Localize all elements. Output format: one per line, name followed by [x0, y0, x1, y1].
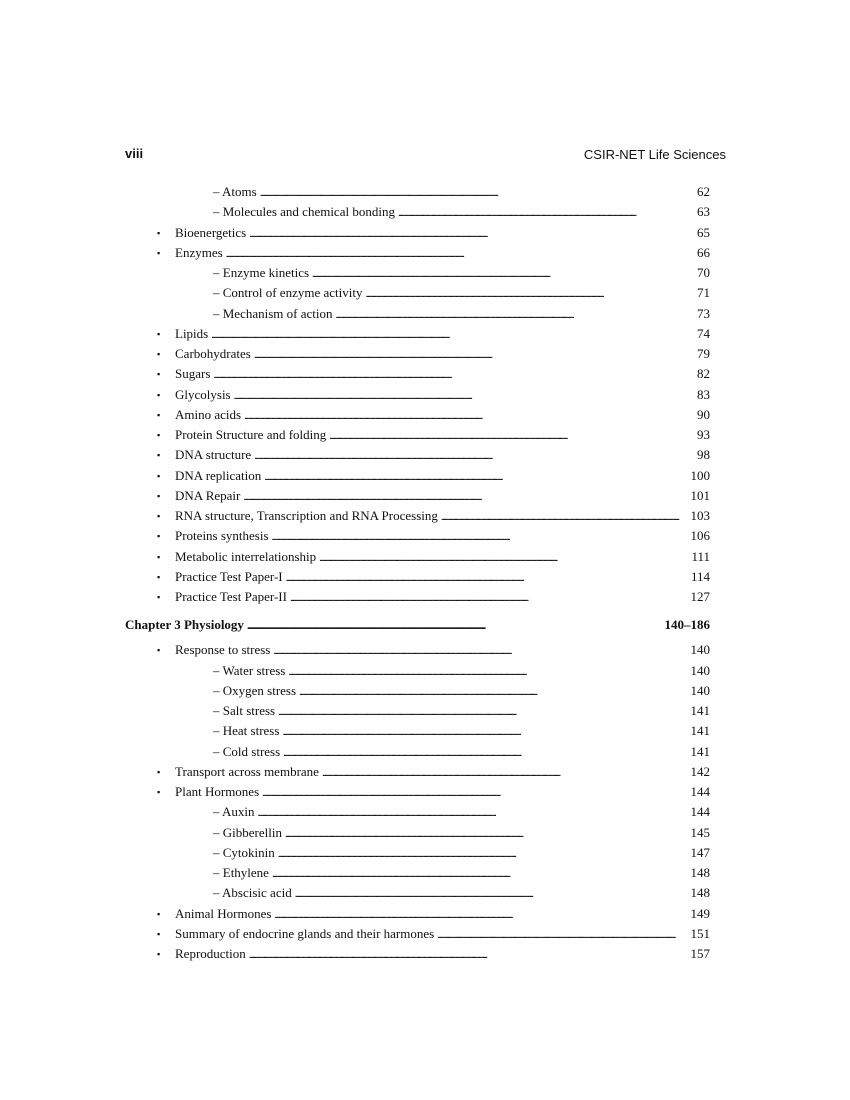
- toc-entry: [175, 904, 710, 924]
- dot-leader: [282, 721, 687, 741]
- toc-page-number: 142: [690, 763, 710, 779]
- dot-leader: [272, 863, 688, 883]
- toc-entry-title: – Enzyme kinetics: [213, 265, 310, 280]
- dot-leader: [286, 567, 688, 587]
- bullet-icon: ▪: [157, 490, 161, 501]
- toc-page-number: 149: [690, 905, 710, 921]
- toc-entry: [213, 283, 710, 303]
- running-title: CSIR-NET Life Sciences: [583, 147, 726, 162]
- bullet-icon: ▪: [157, 470, 161, 481]
- toc-entry: [175, 385, 710, 405]
- dot-leader: [329, 425, 694, 445]
- toc-entry-title: Bioenergetics: [175, 224, 247, 240]
- toc-page-number: 127: [690, 589, 710, 604]
- toc-entry: [213, 182, 710, 202]
- toc-entry: [213, 823, 710, 843]
- dot-leader: [322, 762, 688, 782]
- toc-entry: [175, 425, 710, 445]
- dot-leader: [312, 263, 694, 283]
- page-number: viii: [125, 146, 144, 161]
- dot-leader: [437, 924, 687, 944]
- dot-leader: [278, 843, 688, 863]
- dot-leader: [249, 944, 688, 964]
- dot-leader: [365, 283, 694, 303]
- dot-leader: [244, 405, 694, 425]
- toc-entry-title: DNA replication: [175, 467, 262, 483]
- toc-page-number: 62: [697, 184, 710, 199]
- dot-leader: [213, 364, 694, 384]
- bullet-icon: ▪: [157, 430, 161, 440]
- toc-page-number: 73: [697, 305, 710, 321]
- bullet-icon: ▪: [157, 389, 161, 400]
- bullet-icon: ▪: [157, 908, 161, 919]
- toc-entry-title: – Heat stress: [213, 723, 280, 739]
- toc-entry-title: Reproduction: [175, 946, 246, 961]
- dot-leader: [295, 883, 688, 903]
- toc-page-number: 140–186: [664, 617, 710, 633]
- toc-page-number: 148: [690, 885, 710, 901]
- dot-leader: [288, 661, 687, 681]
- toc-page-number: 141: [690, 723, 710, 739]
- toc-entry-title: – Mechanism of action: [213, 305, 333, 321]
- toc-entry-title: Proteins synthesis: [175, 528, 269, 544]
- toc-entry: [213, 742, 710, 762]
- dot-leader: [290, 587, 688, 607]
- dot-leader: [278, 701, 687, 721]
- toc-entry-title: Chapter 3 Physiology: [125, 617, 244, 633]
- toc-entry: [175, 486, 710, 506]
- toc-entry-title: Glycolysis: [175, 386, 231, 402]
- toc-entry: [213, 883, 710, 903]
- dot-leader: [273, 640, 687, 660]
- toc-entry: [213, 843, 710, 863]
- toc-entry-title: Summary of endocrine glands and their harmones: [175, 925, 435, 941]
- toc-entry: [175, 924, 710, 944]
- toc-entry: [213, 802, 710, 822]
- toc-entry-title: Response to stress: [175, 642, 271, 658]
- toc-page-number: 70: [697, 265, 710, 280]
- dot-leader: [226, 243, 694, 263]
- toc-page-number: 141: [690, 743, 710, 759]
- toc-page-number: 79: [697, 346, 710, 361]
- toc-entry-title: – Salt stress: [213, 703, 276, 718]
- toc-entry: [213, 661, 710, 681]
- toc-entry-title: Enzymes: [175, 244, 223, 260]
- toc-entry-title: Lipids: [175, 325, 209, 341]
- toc-page-number: 63: [697, 204, 710, 220]
- bullet-icon: ▪: [157, 349, 161, 359]
- toc-page-number: 106: [690, 528, 710, 544]
- toc-entry: [213, 701, 710, 721]
- bullet-icon: ▪: [157, 328, 161, 339]
- dot-leader: [336, 304, 695, 324]
- toc-entry: [175, 445, 710, 465]
- toc-page-number: 82: [697, 366, 710, 382]
- toc-entry-title: Protein Structure and folding: [175, 427, 327, 442]
- dot-leader: [264, 466, 687, 486]
- toc-page-number: 66: [697, 244, 710, 260]
- dot-leader: [258, 802, 688, 822]
- toc-page-number: 157: [690, 946, 710, 961]
- bullet-icon: ▪: [157, 511, 161, 521]
- toc-entry-title: – Atoms: [213, 184, 257, 199]
- toc-page-number: 90: [697, 406, 710, 422]
- toc-entry-title: RNA structure, Transcription and RNA Processing: [175, 508, 438, 523]
- dot-leader: [299, 681, 687, 701]
- toc-page-number: 101: [690, 487, 710, 503]
- toc-page-number: 144: [690, 784, 710, 799]
- dot-leader: [272, 526, 688, 546]
- bullet-icon: ▪: [157, 369, 161, 380]
- toc-page-number: 111: [691, 548, 710, 564]
- toc-entry-title: – Gibberellin: [213, 824, 282, 840]
- bullet-icon: ▪: [157, 928, 161, 939]
- toc-page-number: 145: [690, 824, 710, 840]
- toc-entry-title: Plant Hormones: [175, 784, 260, 799]
- toc-page-number: 151: [690, 925, 710, 941]
- toc-entry-title: Amino acids: [175, 406, 242, 422]
- toc-page-number: 93: [697, 427, 710, 442]
- bullet-icon: ▪: [157, 645, 161, 656]
- bullet-icon: ▪: [157, 592, 161, 602]
- toc-page-number: 71: [697, 285, 710, 301]
- toc-entry: [175, 243, 710, 263]
- toc-entry: [213, 263, 710, 283]
- bullet-icon: ▪: [157, 551, 161, 562]
- dot-leader: [211, 324, 694, 344]
- toc-page-number: 141: [690, 703, 710, 718]
- toc-entry-title: – Ethylene: [213, 865, 269, 880]
- toc-entry: [175, 944, 710, 964]
- toc-entry: [175, 547, 710, 567]
- toc-page-number: 65: [697, 224, 710, 240]
- toc-entry-title: Carbohydrates: [175, 346, 251, 361]
- dot-leader: [260, 182, 694, 202]
- dot-leader: [254, 445, 694, 465]
- toc-entry-title: DNA structure: [175, 447, 252, 463]
- toc-entry: [175, 324, 710, 344]
- dot-leader: [234, 385, 694, 405]
- toc-entry: [175, 567, 710, 587]
- bullet-icon: ▪: [157, 409, 161, 420]
- toc-entry-title: DNA Repair: [175, 487, 241, 503]
- toc-entry: [175, 782, 710, 802]
- toc-page-number: 140: [690, 662, 710, 678]
- toc-page-number: 140: [690, 682, 710, 698]
- toc-entry: [213, 863, 710, 883]
- toc-page-number: 98: [697, 447, 710, 463]
- toc-page-number: 147: [690, 844, 710, 860]
- toc-page-number: 114: [690, 568, 710, 584]
- dot-leader: [247, 615, 662, 635]
- toc-entry: [175, 640, 710, 660]
- bullet-icon: ▪: [157, 531, 161, 542]
- toc-entry-title: Practice Test Paper-II: [175, 589, 287, 604]
- toc-entry: [175, 405, 710, 425]
- toc-entry-title: – Control of enzyme activity: [213, 285, 363, 301]
- toc-entry: [175, 344, 710, 364]
- toc-entry: [175, 587, 710, 607]
- toc-entry-title: – Water stress: [213, 662, 286, 678]
- toc-entry-title: – Molecules and chemical bonding: [213, 204, 395, 220]
- toc-chapter-heading: [125, 615, 710, 635]
- toc-page-number: 140: [690, 642, 710, 658]
- toc-page-number: 144: [690, 804, 710, 820]
- bullet-icon: ▪: [157, 787, 161, 797]
- toc-page-number: 100: [690, 467, 710, 483]
- toc-page-number: 148: [690, 865, 710, 880]
- dot-leader: [441, 506, 688, 526]
- toc-entry: [175, 466, 710, 486]
- dot-leader: [398, 202, 694, 222]
- dot-leader: [249, 223, 694, 243]
- bullet-icon: ▪: [157, 450, 161, 461]
- toc-entry: [213, 202, 710, 222]
- toc-entry-title: – Abscisic acid: [213, 885, 292, 901]
- bullet-icon: ▪: [157, 571, 161, 582]
- dot-leader: [262, 782, 687, 802]
- toc-entry: [213, 721, 710, 741]
- toc-entry-title: – Oxygen stress: [213, 682, 297, 698]
- toc-entry-title: Metabolic interrelationship: [175, 548, 317, 564]
- toc-entry-title: – Auxin: [213, 804, 255, 820]
- toc-entry-title: Transport across membrane: [175, 763, 319, 779]
- toc-entry-title: – Cytokinin: [213, 844, 275, 860]
- bullet-icon: ▪: [157, 766, 161, 777]
- toc-entry-title: Animal Hormones: [175, 905, 272, 921]
- toc-entry: [213, 681, 710, 701]
- toc-page-number: 74: [697, 325, 710, 341]
- toc-entry: [175, 506, 710, 526]
- dot-leader: [274, 904, 687, 924]
- dot-leader: [283, 742, 687, 762]
- toc-entry: [175, 223, 710, 243]
- toc-entry-title: Sugars: [175, 366, 211, 382]
- bullet-icon: ▪: [157, 949, 161, 959]
- toc-page-number: 103: [690, 508, 710, 523]
- dot-leader: [319, 547, 688, 567]
- dot-leader: [285, 823, 688, 843]
- toc-entry-title: – Cold stress: [213, 743, 281, 759]
- toc-entry: [175, 364, 710, 384]
- toc-entry: [213, 304, 710, 324]
- dot-leader: [243, 486, 687, 506]
- dot-leader: [254, 344, 694, 364]
- toc-page-number: 83: [697, 386, 710, 402]
- bullet-icon: ▪: [157, 247, 161, 258]
- bullet-icon: ▪: [157, 227, 161, 238]
- toc-entry: [175, 526, 710, 546]
- toc-entry-title: Practice Test Paper-I: [175, 568, 283, 584]
- toc-entry: [175, 762, 710, 782]
